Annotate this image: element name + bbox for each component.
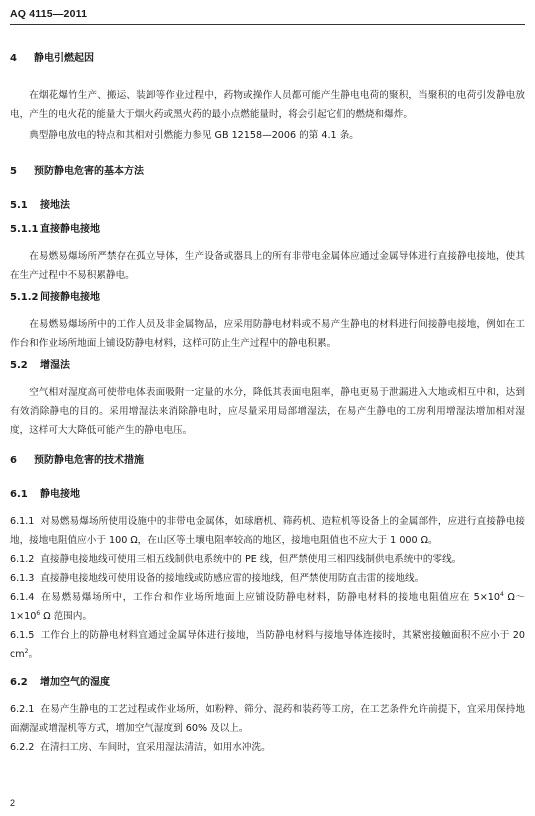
- section-title: 间接静电接地: [40, 292, 100, 303]
- clause-text: 在易产生静电的工艺过程或作业场所，如粉粹、筛分、混药和装药等工房，在工艺条件允许前提下，宜采用保持地面潮湿或增湿机等方式，增加空气湿度到 60% 及以上。: [10, 704, 525, 734]
- section-number: 6: [10, 455, 17, 466]
- section-title: 直接静电接地: [40, 224, 100, 235]
- clause-text: Ω 范围内。: [40, 611, 92, 622]
- section-number: 4: [10, 53, 17, 64]
- clause-text: 在易燃易爆场所中，工作台和作业场所地面上应铺设防静电材料，防静电材料的接地电阻值应在 5×10: [40, 592, 500, 603]
- clause-number: 6.2.2: [10, 742, 35, 753]
- clause-6-1-1: [10, 512, 525, 550]
- section-title: 静电引燃起因: [34, 53, 94, 64]
- standard-code: AQ 4115—2011: [10, 8, 88, 20]
- clause-text: Ω～1×10: [10, 592, 525, 622]
- section-title: 静电接地: [40, 489, 80, 500]
- section-number: 5.1.1: [10, 224, 39, 235]
- paragraph: 在烟花爆竹生产、搬运、装卸等作业过程中，药物或操作人员都可能产生静电电荷的聚积，当聚积的电荷引发静电放电，产生的电火花的能量大于烟火药或黑火药的最小点燃能量时，将会引起它们的燃烧和爆炸。: [10, 90, 525, 120]
- section-number: 5.2: [10, 360, 28, 371]
- section-6-heading: [10, 454, 525, 468]
- page-number: 2: [10, 798, 16, 808]
- superscript: 6: [36, 609, 41, 617]
- section-5-heading: [10, 165, 525, 179]
- superscript: 4: [499, 590, 504, 598]
- section-6-1-heading: [10, 488, 525, 502]
- clause-number: 6.2.1: [10, 704, 35, 715]
- clause-text: 。: [28, 649, 39, 660]
- clause-number: 6.1.1: [10, 516, 35, 527]
- document-body: [10, 52, 525, 757]
- clause-number: 6.1.5: [10, 630, 35, 641]
- clause-number: 6.1.3: [10, 573, 35, 584]
- clause-text: 工作台上的防静电材料宜通过金属导体进行接地，当防静电材料与接地导体连接时，其紧密接触面积不应小于 20 cm: [10, 630, 525, 660]
- clause-text: 在清扫工房、车间时，宜采用湿法清洁，如用水冲洗。: [40, 742, 271, 753]
- clause-6-1-3: [10, 569, 525, 588]
- section-number: 6.2: [10, 677, 28, 688]
- paragraph: 典型静电放电的特点和其相对引燃能力参见 GB 12158—2006 的第 4.1 条。: [29, 130, 359, 141]
- section-5-1-2-heading: [10, 291, 525, 305]
- clause-text: 直接静电接地线可使用设备的接地线或防感应雷的接地线，但严禁使用防直击雷的接地线。: [40, 573, 425, 584]
- section-title: 增加空气的湿度: [40, 677, 110, 688]
- section-number: 5.1.2: [10, 292, 39, 303]
- section-title: 预防静电危害的技术措施: [34, 455, 144, 466]
- paragraph: 在易燃易爆场所严禁存在孤立导体，生产设备或器具上的所有非带电金属体应通过金属导体进行直接静电接地，使其在生产过程中不易积累静电。: [10, 251, 525, 281]
- section-6-2-heading: [10, 676, 525, 690]
- header-rule: [10, 24, 525, 25]
- clause-6-1-4: [10, 588, 525, 626]
- paragraph: 空气相对湿度高可使带电体表面吸附一定量的水分，降低其表面电阻率，静电更易于泄漏进入大地或相互中和，达到有效消除静电的目的。采用增湿法来消除静电时，应尽量采用局部增湿法，在易产生静电的工房利用增湿法增加相对湿度，这样可大大降低可能产生的静电电压。: [10, 387, 525, 436]
- section-title: 接地法: [40, 200, 70, 211]
- section-5-1-heading: [10, 199, 525, 213]
- superscript: 2: [24, 647, 29, 655]
- section-title: 增湿法: [40, 360, 70, 371]
- clause-6-2-2: [10, 738, 525, 757]
- section-number: 6.1: [10, 489, 28, 500]
- clause-number: 6.1.2: [10, 554, 35, 565]
- section-title: 预防静电危害的基本方法: [34, 166, 144, 177]
- clause-number: 6.1.4: [10, 592, 35, 603]
- clause-text: 对易燃易爆场所使用设施中的非带电金属体，如球磨机、筛药机、造粒机等设备上的金属部件，应进行直接静电接地，接地电阻值应小于 100 Ω，在山区等土壤电阻率较高的地区，接地电阻值也不应大于 1 000 Ω。: [10, 516, 525, 546]
- section-4-heading: [10, 52, 525, 66]
- clause-text: 直接静电接地线可使用三相五线制供电系统中的 PE 线，但严禁使用三相四线制供电系统中的零线。: [40, 554, 462, 565]
- paragraph: 在易燃易爆场所中的工作人员及非金属物品，应采用防静电材料或不易产生静电的材料进行间接静电接地，例如在工作台和作业场所地面上铺设防静电材料，这样可防止生产过程中的静电积累。: [10, 319, 525, 349]
- clause-6-1-2: [10, 550, 525, 569]
- section-number: 5: [10, 166, 17, 177]
- clause-6-2-1: [10, 700, 525, 738]
- section-5-2-heading: [10, 359, 525, 373]
- section-5-1-1-heading: [10, 223, 525, 237]
- clause-6-1-5: [10, 626, 525, 664]
- section-number: 5.1: [10, 200, 28, 211]
